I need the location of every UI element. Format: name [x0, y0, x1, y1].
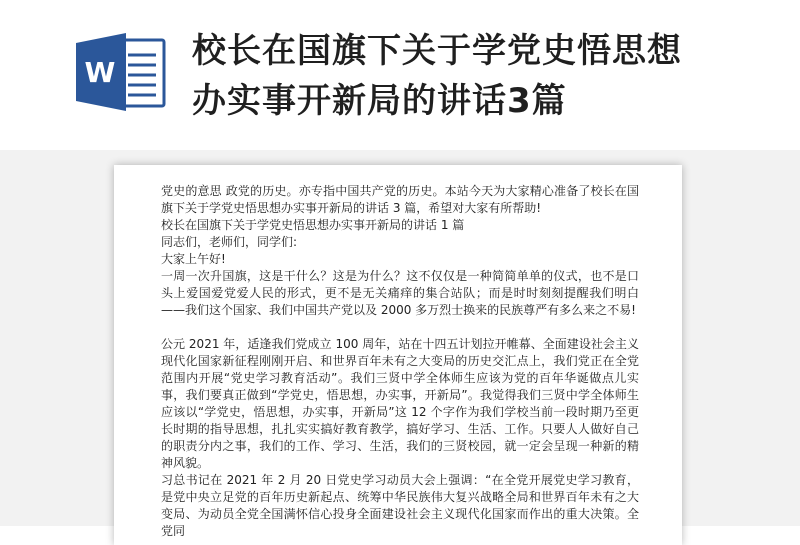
title-line-2: 办实事开新局的讲话3篇 — [192, 81, 567, 121]
paragraph-2021: 公元 2021 年，适逢我们党成立 100 周年，站在十四五计划拉开帷幕、全面建设社会主义现代化国家新征程刚刚开启、和世界百年未有之大变局的历史交汇点上，我们党正在全党范围内开展“党史学习教育活动”。我们三贤中学全体师生应该为党的百年华诞做点儿实事，我们要真正做到“学党史，悟思想，办实事，开新局”。我觉得我们三贤中学全体师生应该以“学党史，悟思想，办实事，开新局”这 12 个字作为我们学校当前一段时期乃至更长时期的指导思想，扎扎实实搞好教育教学，搞好学习、生活、工作。只要人人做好自己的职责分内之事，我们的工作、学习、生活，我们的三贤校园，就一定会呈现一种新的精神风貌。 — [161, 337, 639, 470]
paragraph-salutation: 大家上午好! — [161, 252, 226, 266]
word-icon-letter: W — [84, 56, 116, 89]
page-header — [0, 0, 800, 150]
word-document-icon — [76, 33, 168, 111]
paragraph-flag-raising: 一周一次升国旗，这是干什么？这是为什么？这不仅仅是一种简简单单的仪式，也不是口头上爱国爱党爱人民的形式，更不是无关痛痒的集合站队；而是时时刻刻提醒我们明白——我们这个国家、我们中国共产党以及 2000 多万烈士换来的民族尊严有多么来之不易! — [161, 269, 639, 317]
paragraph-speech-title: 校长在国旗下关于学党史悟思想办实事开新局的讲话 1 篇 — [161, 218, 465, 232]
paragraph-xi-speech: 习总书记在 2021 年 2 月 20 日党史学习动员大会上强调：“在全党开展党史学习教育，是党中央立足党的百年历史新起点、统筹中华民族伟大复兴战略全局和世界百年未有之大变局、为动员全党全国满怀信心投身全面建设社会主义现代化国家而作出的重大决策。全党同 — [161, 473, 639, 538]
page-title — [192, 26, 782, 126]
document-body — [161, 183, 639, 540]
paragraph-blank — [161, 319, 639, 336]
paragraph-greeting: 同志们，老师们，同学们: — [161, 235, 298, 249]
paragraph-intro: 党史的意思 政党的历史。亦专指中国共产党的历史。本站今天为大家精心准备了校长在国旗下关于学党史悟思想办实事开新局的讲话 3 篇，希望对大家有所帮助! — [161, 184, 639, 215]
document-page — [114, 165, 682, 545]
title-line-1: 校长在国旗下关于学党史悟思想 — [192, 31, 682, 71]
